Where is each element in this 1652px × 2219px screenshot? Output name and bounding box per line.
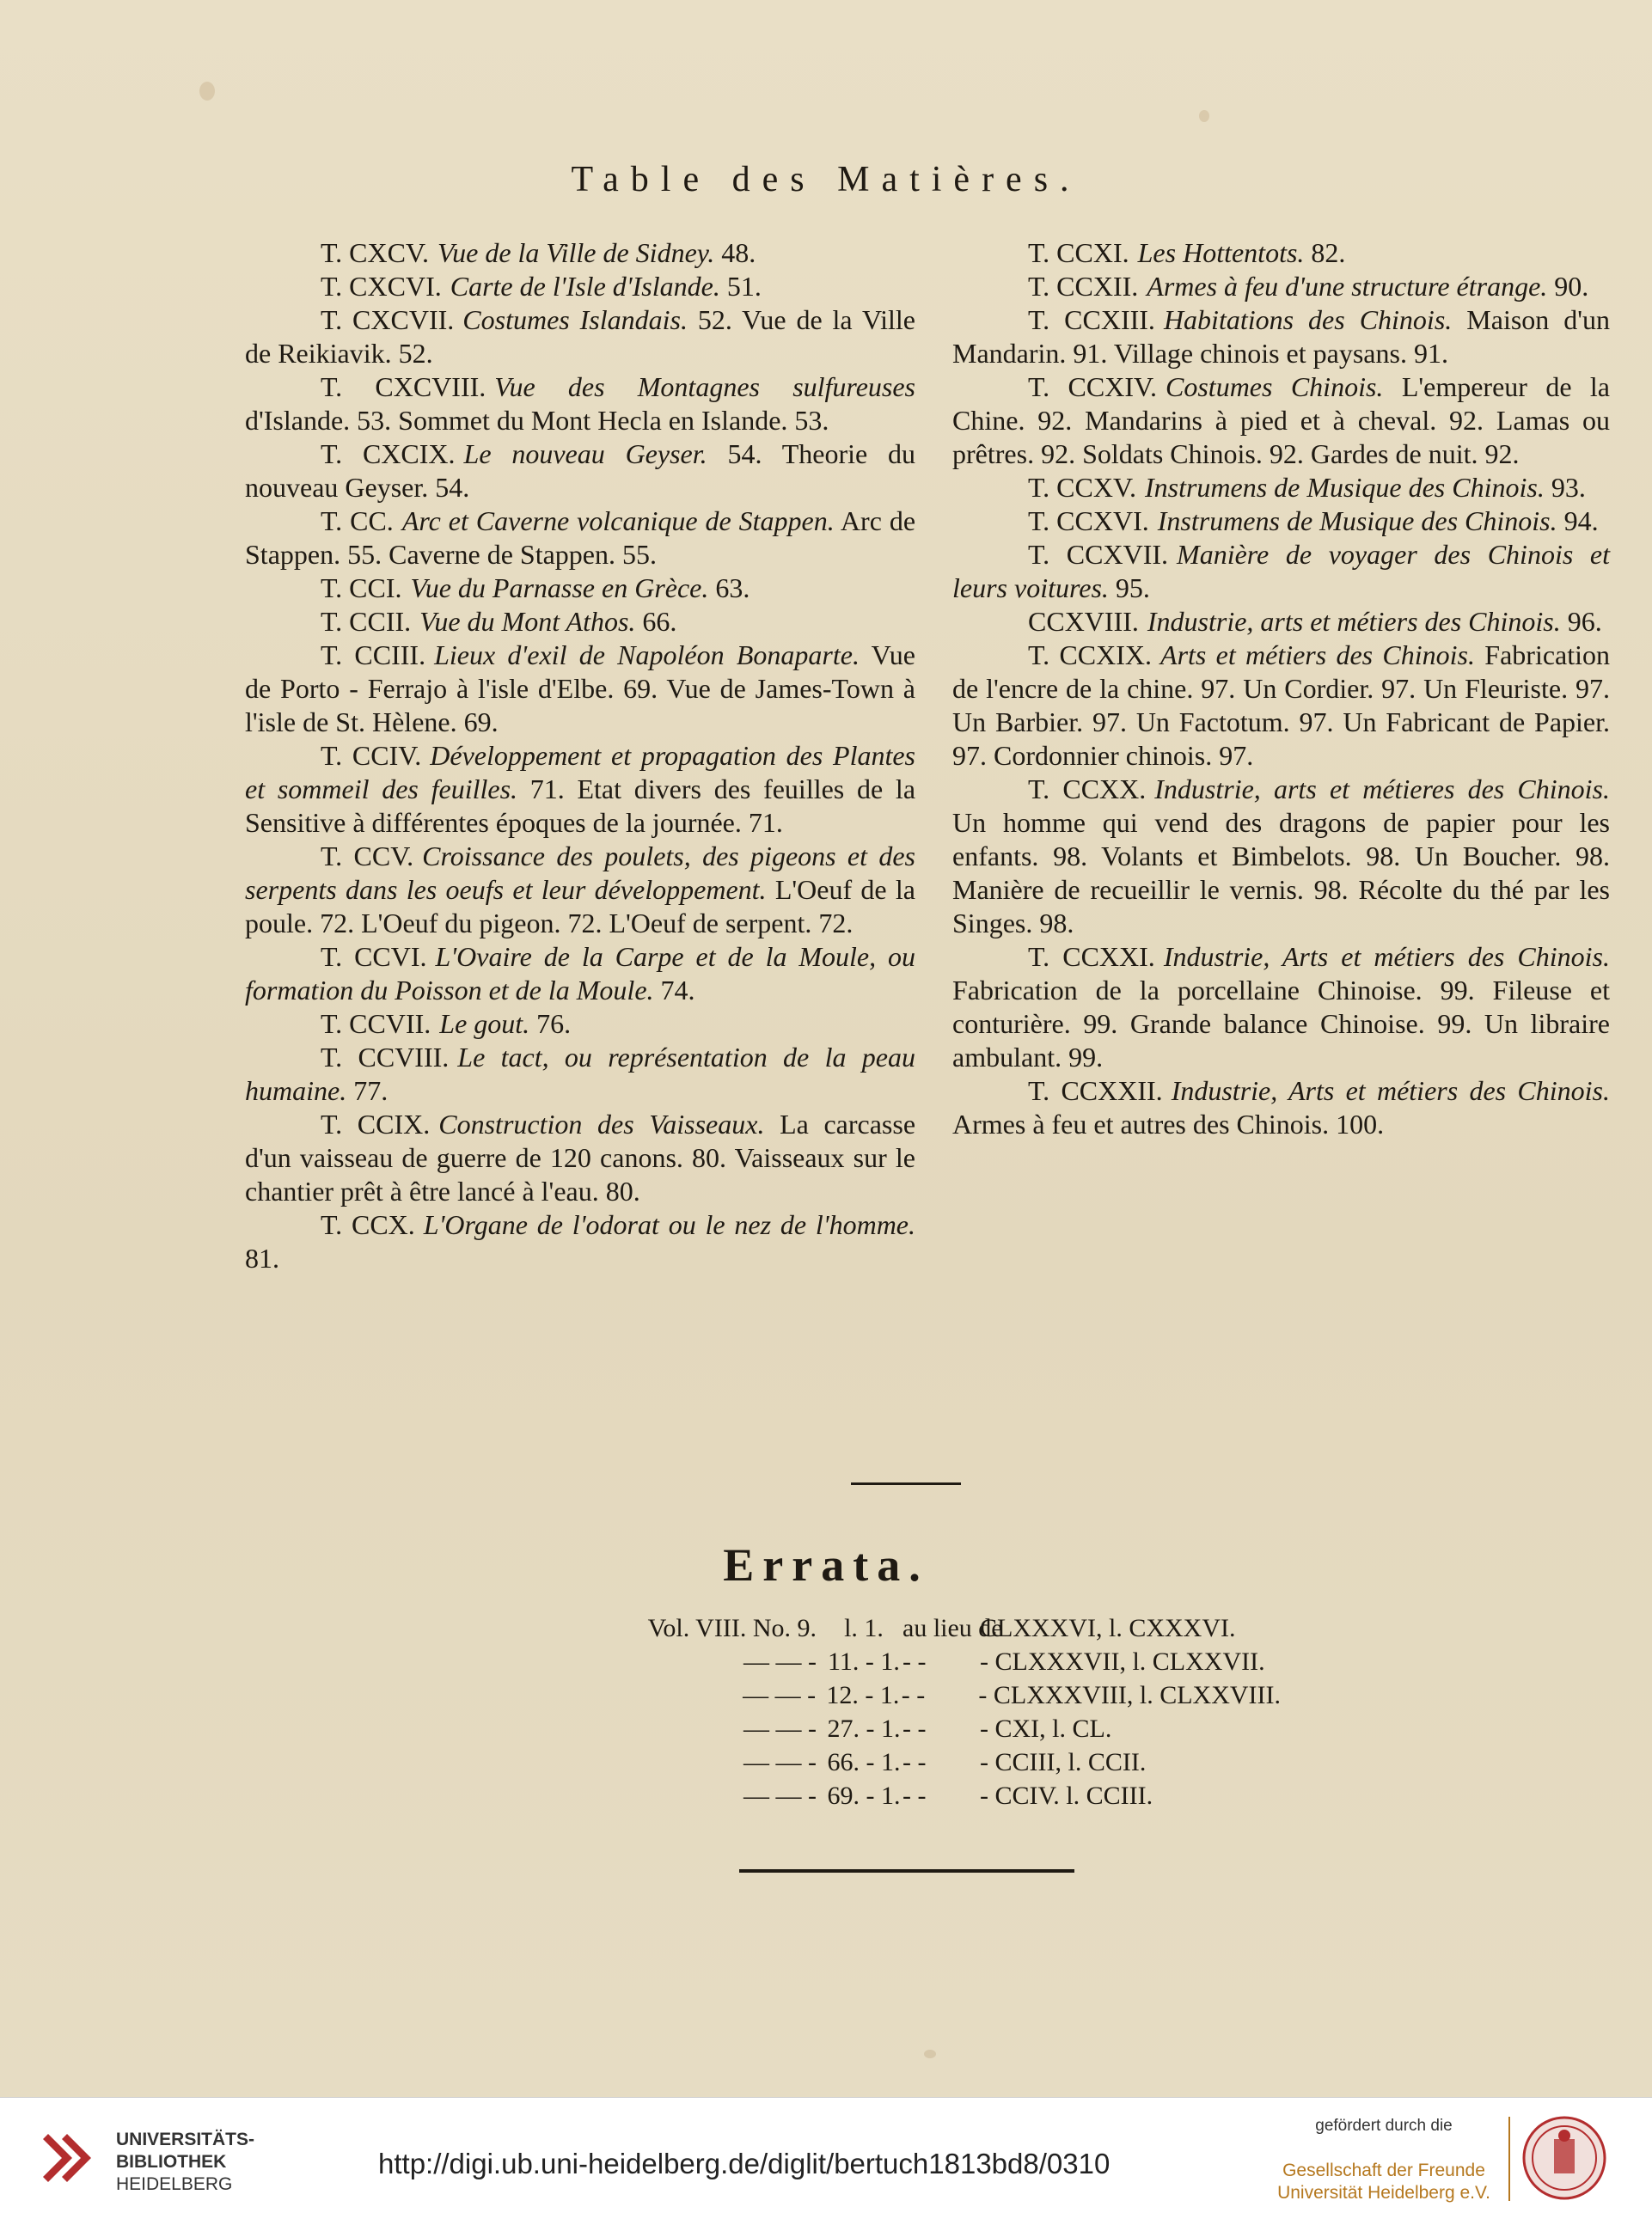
plate-number: T. CCXV. <box>1028 472 1136 503</box>
plate-number: T. CCIII. <box>321 639 426 670</box>
toc-entry <box>952 236 1610 270</box>
errata-cell: — — - <box>743 1782 817 1810</box>
toc-entry <box>245 940 915 1007</box>
plate-number: T. CCXIX. <box>1028 639 1153 670</box>
errata-cell: - - <box>902 1748 927 1776</box>
sponsor-name <box>1272 2160 1496 2204</box>
plate-title: Industrie, arts et métieres des Chinois. <box>1154 773 1610 804</box>
errata-cell: - - <box>902 1715 927 1743</box>
plate-details: Armes à feu et autres des Chinois. 100. <box>952 1109 1385 1140</box>
plate-title: Arc et Caverne volcanique de Stappen. <box>401 505 835 536</box>
plate-details: 52. Vue de la Ville de Reikiavik. 52. <box>245 304 916 369</box>
plate-title: Manière de voyager des Chinois et leurs voitures. <box>952 539 1611 603</box>
toc-entry <box>245 572 915 605</box>
plate-details: Arc de Stappen. 55. Caverne de Stappen. 55. <box>245 505 916 570</box>
errata-row <box>593 1779 1281 1812</box>
paper-stain <box>1199 110 1209 122</box>
toc-entry <box>952 605 1610 639</box>
plate-title: Armes à feu d'une structure étrange. <box>1147 271 1548 302</box>
plate-details: 90. <box>1554 271 1589 302</box>
plate-number: T. CXCVI. <box>321 271 442 302</box>
plate-details: 76. <box>536 1008 572 1039</box>
plate-details: 74. <box>660 975 695 1006</box>
toc-entry <box>952 303 1610 370</box>
plate-number: T. CC. <box>321 505 394 536</box>
footer-bar <box>0 2097 1652 2219</box>
plate-number: T. CCII. <box>321 606 412 637</box>
errata-cell: 69. - 1. <box>827 1782 901 1810</box>
plate-details: 93. <box>1551 472 1586 503</box>
errata-row <box>593 1645 1281 1678</box>
plate-title: Les Hottentots. <box>1137 237 1305 268</box>
toc-entry <box>952 538 1610 605</box>
plate-number: CCXVIII. <box>1028 606 1139 637</box>
plate-number: T. CCXX. <box>1028 773 1147 804</box>
plate-details: L'empereur de la Chine. 92. Mandarins à pied et à cheval. 92. Lamas ou prêtres. 92. Soldats Chinois. 92. Gardes de nuit. 92. <box>952 371 1611 469</box>
toc-entry <box>952 940 1610 1074</box>
errata-cell: 12. - 1. <box>826 1681 900 1709</box>
toc-entry <box>245 1041 915 1108</box>
toc-entry <box>245 1208 915 1275</box>
plate-title: Le nouveau Geyser. <box>463 438 707 469</box>
toc-entry <box>245 437 915 504</box>
errata-cell: — — - <box>743 1748 817 1776</box>
toc-entry <box>245 504 915 572</box>
plate-number: T. CCV. <box>321 841 414 871</box>
plate-number: T. CCIV. <box>321 740 422 771</box>
paper-stain <box>924 2050 936 2058</box>
toc-entry <box>245 370 915 437</box>
errata-row <box>593 1678 1281 1712</box>
errata-row <box>593 1611 1281 1645</box>
errata-cell: - CXI, l. CL. <box>980 1715 1112 1743</box>
plate-number: T. CCVIII. <box>321 1042 450 1073</box>
plate-title: Vue des Montagnes sulfureuses <box>494 371 916 402</box>
plate-title: Costumes Chinois. <box>1166 371 1384 402</box>
toc-entry <box>245 236 915 270</box>
sponsor-block <box>1272 2117 1496 2204</box>
errata-table <box>593 1611 1281 1812</box>
left-column <box>245 236 915 1275</box>
plate-title: Vue du Mont Athos. <box>419 606 636 637</box>
plate-number: T. CCXI. <box>1028 237 1129 268</box>
library-name <box>116 2129 254 2196</box>
toc-entry <box>952 471 1610 504</box>
plate-number: T. CCXVII. <box>1028 539 1169 570</box>
plate-title: Développement et propagation des Plantes et sommeil des feuilles. <box>245 740 916 804</box>
toc-entry <box>245 1108 915 1208</box>
paper-stain <box>199 82 215 101</box>
errata-cell: au lieu de <box>902 1614 1003 1642</box>
plate-title: Industrie, arts et métiers des Chinois. <box>1147 606 1561 637</box>
permalink-url[interactable]: http://digi.ub.uni-heidelberg.de/diglit/bertuch1813bd8/0310 <box>378 2148 1111 2179</box>
section-divider <box>851 1482 961 1485</box>
plate-details: 95. <box>1115 572 1150 603</box>
errata-title: Errata. <box>723 1539 929 1591</box>
plate-details: L'Oeuf de la poule. 72. L'Oeuf du pigeon. 72. L'Oeuf de serpent. 72. <box>245 874 915 938</box>
toc-entry <box>245 303 915 370</box>
plate-number: T. CCIX. <box>321 1109 431 1140</box>
errata-cell: — — - <box>743 1647 817 1676</box>
errata-cell: - - <box>902 1647 927 1676</box>
plate-details: La carcasse d'un vaisseau de guerre de 120 canons. 80. Vaisseaux sur le chantier prêt à être lancé à l'eau. 80. <box>245 1109 916 1207</box>
plate-title: Instrumens de Musique des Chinois. <box>1144 472 1545 503</box>
errata-cell: — — - <box>743 1715 817 1743</box>
plate-details: 63. <box>715 572 750 603</box>
errata-cell: - CLXXXVII, l. CLXXVII. <box>980 1647 1265 1676</box>
plate-number: T. CCXXII. <box>1028 1075 1163 1106</box>
plate-details: 81. <box>245 1243 279 1274</box>
plate-details: Un homme qui vend des dragons de papier pour les enfants. 98. Volants et Bimbelots. 98. Un Boucher. 98. Manière de recueillir le vernis. 98. Récolte du thé par les Singes. 98. <box>952 807 1610 938</box>
errata-cell: - CCIV. l. CCIII. <box>980 1782 1153 1810</box>
plate-title: Le gout. <box>439 1008 530 1039</box>
errata-cell: - CCIII, l. CCII. <box>980 1748 1147 1776</box>
errata-cell: CLXXXVI, l. CXXXVI. <box>980 1614 1236 1642</box>
plate-details: d'Islande. 53. Sommet du Mont Hecla en Islande. 53. <box>245 405 829 436</box>
plate-number: T. CXCVIII. <box>321 371 486 402</box>
plate-number: T. CCXIV. <box>1028 371 1157 402</box>
plate-details: 51. <box>726 271 762 302</box>
errata-cell: - - <box>901 1681 926 1709</box>
plate-number: T. CXCIX. <box>321 438 456 469</box>
plate-title: Croissance des poulets, des pigeons et des serpents dans les oeufs et leur développement. <box>245 841 915 905</box>
seal-divider <box>1508 2117 1510 2201</box>
errata-cell: — — - <box>743 1681 817 1709</box>
plate-title: Habitations des Chinois. <box>1163 304 1453 335</box>
toc-entry <box>952 773 1610 940</box>
plate-number: T. CXCV. <box>321 237 429 268</box>
toc-entry <box>952 370 1610 471</box>
plate-title: Industrie, Arts et métiers des Chinois. <box>1163 941 1611 972</box>
library-name-line3: HEIDELBERG <box>116 2174 233 2194</box>
plate-details: 48. <box>721 237 756 268</box>
plate-title: Vue du Parnasse en Grèce. <box>410 572 709 603</box>
plate-details: 77. <box>353 1075 389 1106</box>
plate-number: T. CCVI. <box>321 941 427 972</box>
plate-details: Fabrication de la porcellaine Chinoise. 99. Fileuse et conturière. 99. Grande balance Chinoise. 99. Un libraire ambulant. 99. <box>952 975 1610 1073</box>
plate-details: 94. <box>1563 505 1599 536</box>
toc-entry <box>245 270 915 303</box>
library-name-line1: UNIVERSITÄTS- <box>116 2130 255 2149</box>
plate-number: T. CCXIII. <box>1028 304 1155 335</box>
toc-entry <box>952 270 1610 303</box>
errata-cell: Vol. VIII. No. 9. <box>647 1614 817 1642</box>
toc-entry <box>952 639 1610 773</box>
plate-title: L'Ovaire de la Carpe et de la Moule, ou formation du Poisson et de la Moule. <box>245 941 916 1006</box>
errata-cell: 27. - 1. <box>827 1715 901 1743</box>
toc-entry <box>245 739 915 840</box>
plate-title: Carte de l'Isle d'Islande. <box>450 271 720 302</box>
plate-title: Arts et métiers des Chinois. <box>1160 639 1475 670</box>
plate-title: Industrie, Arts et métiers des Chinois. <box>1171 1075 1611 1106</box>
plate-title: Construction des Vaisseaux. <box>438 1109 765 1140</box>
plate-title: Vue de la Ville de Sidney. <box>437 237 715 268</box>
ub-logo-icon <box>34 2122 103 2191</box>
plate-number: T. CCXII. <box>1028 271 1139 302</box>
sponsor-name-line1: Gesellschaft der Freunde <box>1282 2161 1485 2180</box>
plate-number: T. CCXXI. <box>1028 941 1155 972</box>
plate-details: 82. <box>1311 237 1346 268</box>
university-seal-icon <box>1521 2115 1607 2201</box>
plate-details: 54. Theorie du nouveau Geyser. 54. <box>245 438 916 503</box>
sponsor-label: gefördert durch die <box>1315 2117 1453 2135</box>
errata-cell: - CLXXXVIII, l. CLXXVIII. <box>978 1681 1281 1709</box>
plate-title: L'Organe de l'odorat ou le nez de l'homme. <box>423 1209 916 1240</box>
plate-number: T. CXCVII. <box>321 304 455 335</box>
plate-details: Maison d'un Mandarin. 91. Village chinois et paysans. 91. <box>952 304 1611 369</box>
plate-details: 96. <box>1567 606 1602 637</box>
plate-number: T. CCX. <box>321 1209 415 1240</box>
toc-entry <box>245 1007 915 1041</box>
plate-title: Costumes Islandais. <box>462 304 688 335</box>
errata-cell: 11. - 1. <box>828 1647 900 1676</box>
plate-title: Instrumens de Musique des Chinois. <box>1157 505 1557 536</box>
plate-details: 66. <box>642 606 677 637</box>
plate-title: Le tact, ou représentation de la peau humaine. <box>245 1042 916 1106</box>
plate-number: T. CCVII. <box>321 1008 431 1039</box>
right-column <box>952 236 1610 1141</box>
plate-details: Vue de Porto - Ferrajo à l'isle d'Elbe. 69. Vue de James-Town à l'isle de St. Hèlene. 69. <box>245 639 915 737</box>
errata-cell: 66. - 1. <box>827 1748 901 1776</box>
errata-row <box>593 1712 1281 1745</box>
errata-row <box>593 1745 1281 1779</box>
plate-title: Lieux d'exil de Napoléon Bonaparte. <box>434 639 860 670</box>
toc-entry <box>952 504 1610 538</box>
toc-entry <box>245 639 915 739</box>
page-heading: Table des Matières. <box>571 160 1081 199</box>
plate-details: Fabrication de l'encre de la chine. 97. Un Cordier. 97. Un Fleuriste. 97. Un Barbier. 97. Un Factotum. 97. Un Fabricant de Papier. 97. Cordonnier chinois. 97. <box>952 639 1611 771</box>
library-name-line2: BIBLIOTHEK <box>116 2152 227 2172</box>
toc-entry <box>245 605 915 639</box>
errata-cell: - - <box>902 1782 927 1810</box>
plate-number: T. CCXVI. <box>1028 505 1149 536</box>
plate-number: T. CCI. <box>321 572 402 603</box>
toc-entry <box>952 1074 1610 1141</box>
toc-entry <box>245 840 915 940</box>
errata-cell: l. 1. <box>844 1614 884 1642</box>
sponsor-name-line2: Universität Heidelberg e.V. <box>1277 2183 1490 2203</box>
closing-rule <box>739 1869 1074 1873</box>
plate-details: 71. Etat divers des feuilles de la Sensitive à différentes époques de la journée. 71. <box>245 773 916 838</box>
